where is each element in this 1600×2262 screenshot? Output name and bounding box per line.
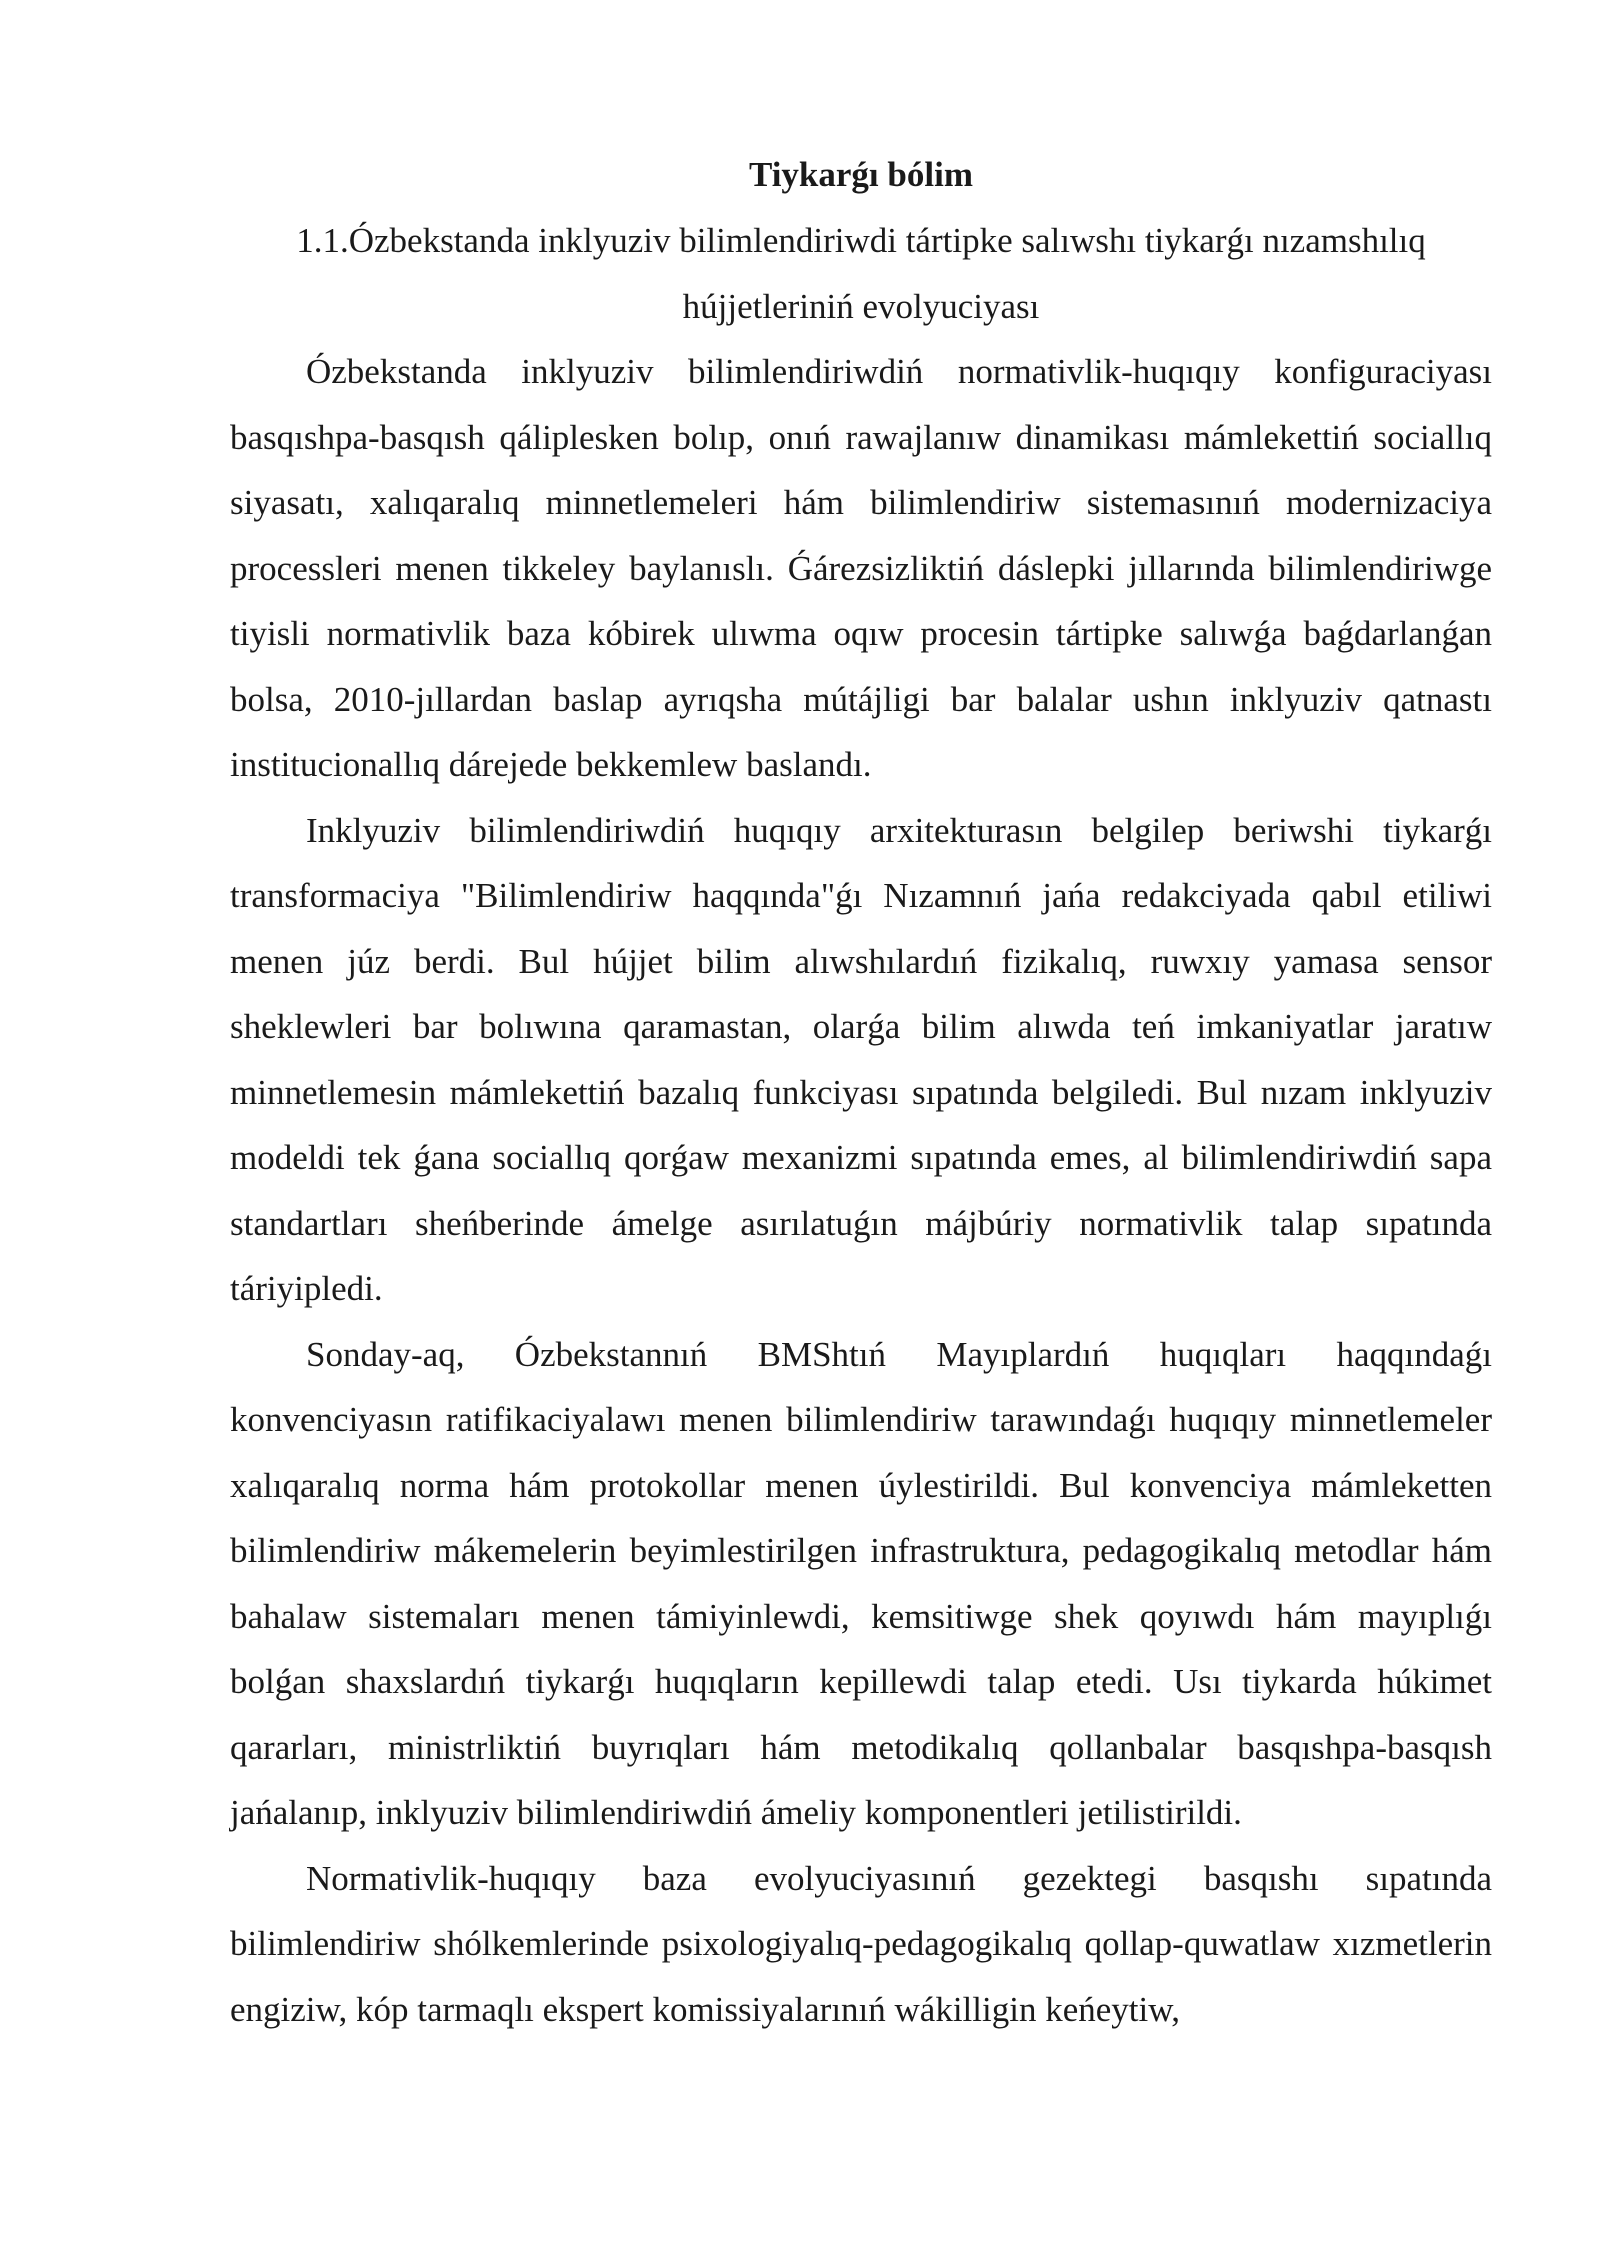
paragraph-3: Sonday-aq, Ózbekstannıń BMShtıń Mayıplardıń huqıqları haqqındaǵı konvenciyasın ratifikaciyalawı menen bilimlendiriw tarawındaǵı huqıqıy minnetlemeler xalıqaralıq norma hám protokollar menen úylestirildi. Bul konvenciya mámleketten bilimlendiriw mákemelerin beyimlestirilgen infrastruktura, pedagogikalıq metodlar hám bahalaw sistemaları menen támiyinlewdi, kemsitiwge shek qoyıwdı hám mayıplıǵı bolǵan shaxslardıń tiykarǵı huqıqların kepillewdi talap etedi. Usı tiykarda húkimet qararları, ministrliktiń buyrıqları hám metodikalıq qollanbalar basqıshpa-basqısh jańalanıp, inklyuziv bilimlendiriwdiń ámeliy komponentleri jetilistirildi. [230, 1334, 1492, 1832]
paragraph-2: Inklyuziv bilimlendiriwdiń huqıqıy arxitekturasın belgilep beriwshi tiykarǵı transformaciya "Bilimlendiriw haqqında"ǵı Nızamnıń jańa redakciyada qabıl etiliwi menen júz berdi. Bul hújjet bilim alıwshılardıń fizikalıq, ruwxıy yamasa sensor sheklewleri bar bolıwına qaramastan, olarǵa bilim alıwda teń imkaniyatlar jaratıw minnetlemesin mámlekettiń bazalıq funkciyası sıpatında belgiledi. Bul nızam inklyuziv modeldi tek ǵana sociallıq qorǵaw mexanizmi sıpatında emes, al bilimlendiriwdiń sapa standartları sheńberinde ámelge asırılatuǵın májbúriy normativlik talap sıpatında táriyipledi. [230, 810, 1492, 1308]
section-title: Tiykarǵı bólim [749, 155, 973, 194]
subsection-title: 1.1.Ózbekstanda inklyuziv bilimlendiriwdi tártipke salıwshı tiykarǵı nızamshılıq hújjetleriniń evolyuciyası [296, 221, 1426, 326]
paragraph-1: Ózbekstanda inklyuziv bilimlendiriwdiń normativlik-huqıqıy konfiguraciyası basqıshpa-basqısh qáliplesken bolıp, onıń rawajlanıw dinamikası mámlekettiń sociallıq siyasatı, xalıqaralıq minnetlemeleri hám bilimlendiriw sistemasınıń modernizaciya processleri menen tikkeley baylanıslı. Ǵárezsizliktiń dáslepki jıllarında bilimlendiriwge tiyisli normativlik baza kóbirek ulıwma oqıw procesin tártipke salıwǵa baǵdarlanǵan bolsa, 2010-jıllardan baslap ayrıqsha mútájligi bar balalar ushın inklyuziv qatnastı institucionallıq dárejede bekkemlew baslandı. [230, 352, 1492, 784]
paragraph-4: Normativlik-huqıqıy baza evolyuciyasınıń gezektegi basqıshı sıpatında bilimlendiriw shólkemlerinde psixologiyalıq-pedagogikalıq qollap-quwatlaw xızmetlerin engiziw, kóp tarmaqlı ekspert komissiyalarınıń wákilligin keńeytiw, [230, 1858, 1492, 2029]
document-body [230, 146, 1492, 2042]
